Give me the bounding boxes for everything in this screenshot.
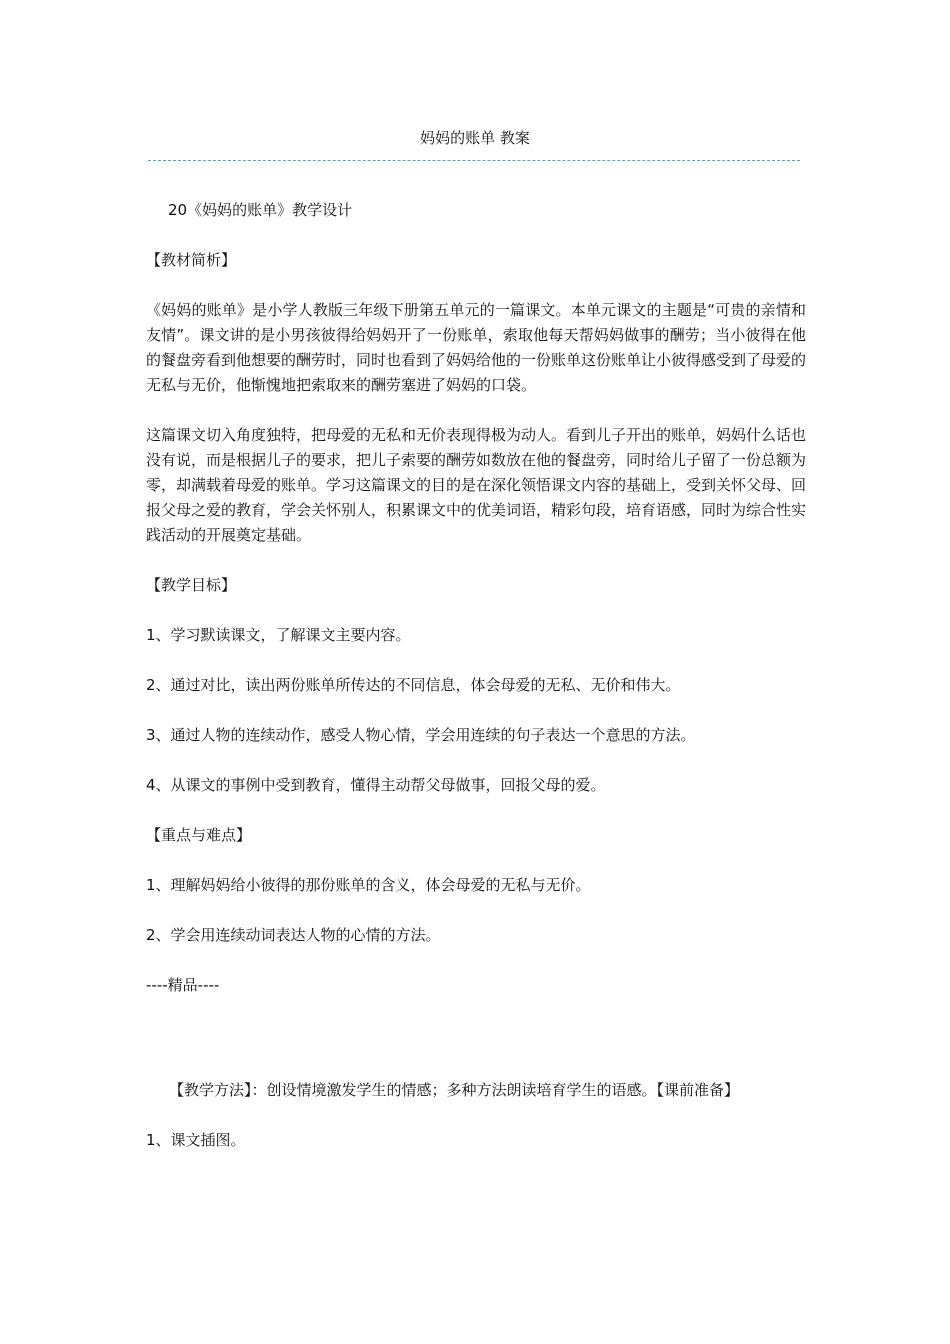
key-point-item: 1、理解妈妈给小彼得的那份账单的含义，体会母爱的无私与无价。	[146, 876, 591, 894]
footer-mark: ----精品----	[146, 976, 220, 994]
key-point-item: 2、学会用连续动词表达人物的心情的方法。	[146, 926, 441, 944]
section-heading-goals: 【教学目标】	[146, 576, 237, 594]
prep-item: 1、课文插图。	[146, 1131, 246, 1149]
page-header-title: 妈妈的账单 教案	[420, 129, 530, 147]
goal-item: 1、学习默读课文，了解课文主要内容。	[146, 626, 411, 644]
document-body	[146, 198, 806, 1178]
goal-item: 4、从课文的事例中受到教育，懂得主动帮父母做事，回报父母的爱。	[146, 776, 606, 794]
teaching-method-paragraph: 【教学方法】：创设情境激发学生的情感；多种方法朗读培育学生的语感。【课前准备】	[169, 1081, 740, 1099]
analysis-paragraph-1: 《妈妈的账单》是小学人教版三年级下册第五单元的一篇课文。本单元课文的主题是“可贵的亲情和友情”。课文讲的是小男孩彼得给妈妈开了一份账单，索取他每天帮妈妈做事的酬劳；当小彼得在他的餐盘旁看到他想要的酬劳时，同时也看到了妈妈给他的一份账单这份账单让小彼得感受到了母爱的无私与无价，他惭愧地把索取来的酬劳塞进了妈妈的口袋。	[146, 301, 807, 394]
section-heading-analysis: 【教材简析】	[146, 251, 237, 269]
analysis-paragraph-2: 这篇课文切入角度独特，把母爱的无私和无价表现得极为动人。看到儿子开出的账单，妈妈什么话也没有说，而是根据儿子的要求，把儿子索要的酬劳如数放在他的餐盘旁，同时给儿子留了一份总额为零，却满载着母爱的账单。学习这篇课文的目的是在深化领悟课文内容的基础上，受到关怀父母、回报父母之爱的教育，学会关怀别人，积累课文中的优美词语，精彩句段，培育语感，同时为综合性实践活动的开展奠定基础。	[146, 426, 807, 544]
goal-item: 3、通过人物的连续动作，感受人物心情，学会用连续的句子表达一个意思的方法。	[146, 726, 696, 744]
design-title: 20《妈妈的账单》教学设计	[168, 201, 353, 219]
header-divider	[148, 160, 800, 161]
section-heading-key-points: 【重点与难点】	[146, 826, 252, 844]
goal-item: 2、通过对比，读出两份账单所传达的不同信息，体会母爱的无私、无价和伟大。	[146, 676, 681, 694]
